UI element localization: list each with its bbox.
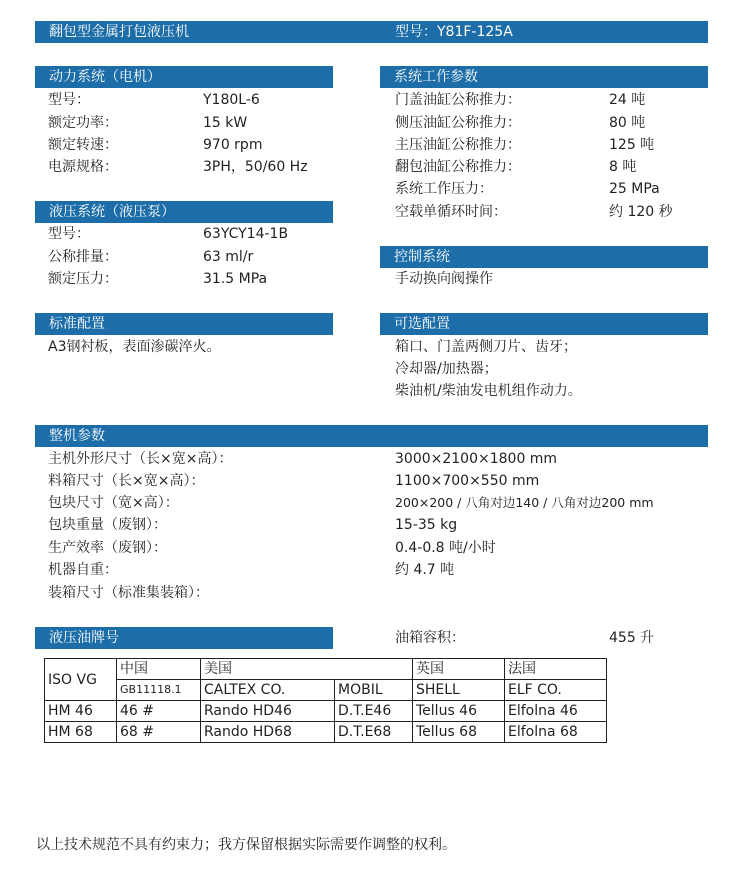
oil-table-brand: SHELL	[413, 680, 505, 701]
oil-table-header-row	[45, 659, 607, 680]
oil-tank-row	[0, 627, 746, 649]
motor-row-value: 15 kW	[203, 115, 248, 131]
system-params-row-value: 80 吨	[609, 115, 646, 131]
optional-line: 柴油机/柴油发电机组作动力。	[395, 383, 582, 399]
footer-disclaimer: 以上技术规范不具有约束力；我方保留根据实际需要作调整的权利。	[36, 837, 456, 853]
oil-tank-label: 油箱容积：	[395, 630, 465, 646]
pump-row-value: 63 ml/r	[203, 249, 254, 265]
system-params-row	[0, 89, 746, 111]
machine-row-label: 生产效率（废钢）：	[48, 540, 167, 556]
oil-table-brand: GB11118.1	[117, 680, 201, 701]
pump-row-label: 额定压力：	[48, 271, 118, 287]
machine-row	[0, 514, 746, 536]
system-params-row-label: 系统工作压力：	[395, 181, 493, 197]
oil-table-cell: Elfolna 46	[505, 701, 607, 722]
system-params-row	[0, 156, 746, 178]
machine-row	[0, 537, 746, 559]
machine-row-value: 200×200 / 八角对边140 / 八角对边200 mm	[395, 495, 654, 510]
machine-row-label: 机器自重：	[48, 562, 118, 578]
system-params-row-label: 侧压油缸公称推力：	[395, 115, 521, 131]
standard-section-bar	[35, 313, 333, 335]
oil-table-cell: D.T.E68	[335, 722, 413, 743]
pump-row	[0, 268, 360, 290]
motor-row-value: 3PH，50/60 Hz	[203, 159, 308, 175]
machine-row	[0, 559, 746, 581]
oil-tank-value: 455 升	[609, 630, 655, 646]
optional-section-title: 可选配置	[394, 316, 450, 332]
motor-section-title: 动力系统（电机）	[49, 69, 161, 85]
oil-table-country: 美国	[201, 659, 413, 680]
oil-table-cell: 68 #	[117, 722, 201, 743]
oil-table-brand: ELF CO.	[505, 680, 607, 701]
oil-table-brand-row	[45, 680, 607, 701]
oil-table-country: 中国	[117, 659, 201, 680]
machine-row	[0, 582, 746, 604]
machine-row-value: 3000×2100×1800 mm	[395, 451, 558, 467]
system-params-section-bar	[380, 66, 708, 88]
system-params-row-value: 8 吨	[609, 159, 637, 175]
oil-table-cell: HM 46	[45, 701, 117, 722]
pump-row-label: 型号：	[48, 226, 90, 242]
optional-line: 冷却器/加热器；	[395, 361, 498, 377]
oil-table-country: 法国	[505, 659, 607, 680]
control-section-title: 控制系统	[394, 249, 450, 265]
control-section-bar	[380, 246, 708, 268]
motor-row-label: 型号：	[48, 92, 90, 108]
motor-section-bar	[35, 66, 333, 88]
oil-table-cell: Elfolna 68	[505, 722, 607, 743]
system-params-row-value: 24 吨	[609, 92, 646, 108]
motor-row-label: 电源规格：	[48, 159, 118, 175]
pump-row-value: 31.5 MPa	[203, 271, 268, 287]
machine-row-label: 装箱尺寸（标准集装箱）：	[48, 585, 209, 601]
system-params-row-value: 25 MPa	[609, 181, 660, 197]
machine-row-value: 15-35 kg	[395, 517, 458, 533]
system-params-section-title: 系统工作参数	[394, 69, 478, 85]
table-row	[45, 722, 607, 743]
oil-table-country: 英国	[413, 659, 505, 680]
machine-section-bar	[35, 425, 708, 447]
machine-row-value: 1100×700×550 mm	[395, 473, 540, 489]
machine-section-title: 整机参数	[49, 428, 105, 444]
machine-row-label: 料箱尺寸（长×宽×高）：	[48, 473, 205, 489]
oil-table-cell: Rando HD46	[201, 701, 335, 722]
oil-table-cell: Tellus 68	[413, 722, 505, 743]
standard-section-title: 标准配置	[49, 316, 105, 332]
system-params-row-label: 翻包油缸公称推力：	[395, 159, 521, 175]
machine-row-label: 主机外形尺寸（长×宽×高）：	[48, 451, 233, 467]
pump-section-title: 液压系统（液压泵）	[49, 204, 175, 220]
header-title: 翻包型金属打包液压机	[49, 24, 189, 40]
pump-row-label: 公称排量：	[48, 249, 118, 265]
motor-row-value: Y180L-6	[203, 92, 260, 108]
oil-table-cell: D.T.E46	[335, 701, 413, 722]
standard-text: A3钢衬板，表面渗碳淬火。	[48, 339, 221, 355]
oil-table-cell: Rando HD68	[201, 722, 335, 743]
system-params-row-value: 约 120 秒	[609, 204, 673, 220]
optional-section-bar	[380, 313, 708, 335]
system-params-row-label: 主压油缸公称推力：	[395, 137, 521, 153]
system-params-row	[0, 178, 746, 200]
oil-section-title: 液压油牌号	[49, 630, 119, 646]
system-params-row	[0, 112, 746, 134]
pump-row	[0, 223, 360, 245]
machine-row	[0, 492, 746, 514]
header-model: 型号：Y81F-125A	[395, 24, 513, 40]
oil-table	[44, 658, 607, 743]
oil-table-brand: CALTEX CO.	[201, 680, 335, 701]
optional-line: 箱口、门盖两侧刀片、齿牙；	[395, 339, 577, 355]
system-params-row	[0, 134, 746, 156]
machine-row-value: 约 4.7 吨	[395, 562, 455, 578]
motor-row-label: 额定功率：	[48, 115, 118, 131]
system-params-row-label: 门盖油缸公称推力：	[395, 92, 521, 108]
system-params-row-value: 125 吨	[609, 137, 655, 153]
machine-row	[0, 470, 746, 492]
machine-row-label: 包块重量（废钢）：	[48, 517, 167, 533]
header-bar	[35, 21, 708, 43]
machine-row	[0, 448, 746, 470]
oil-table-brand: MOBIL	[335, 680, 413, 701]
oil-table-cell: HM 68	[45, 722, 117, 743]
oil-table-iso-header: ISO VG	[45, 659, 117, 701]
machine-row-value: 0.4-0.8 吨/小时	[395, 540, 496, 556]
pump-row-value: 63YCY14-1B	[203, 226, 289, 242]
oil-table-cell: 46 #	[117, 701, 201, 722]
table-row	[45, 701, 607, 722]
control-text: 手动换向阀操作	[395, 271, 493, 287]
oil-table-cell: Tellus 46	[413, 701, 505, 722]
pump-section-bar	[35, 201, 333, 223]
motor-row-value: 970 rpm	[203, 137, 263, 153]
machine-row-label: 包块尺寸（宽×高）：	[48, 495, 179, 511]
pump-row	[0, 246, 360, 268]
system-params-row-label: 空载单循环时间：	[395, 204, 507, 220]
motor-row-label: 额定转速：	[48, 137, 118, 153]
